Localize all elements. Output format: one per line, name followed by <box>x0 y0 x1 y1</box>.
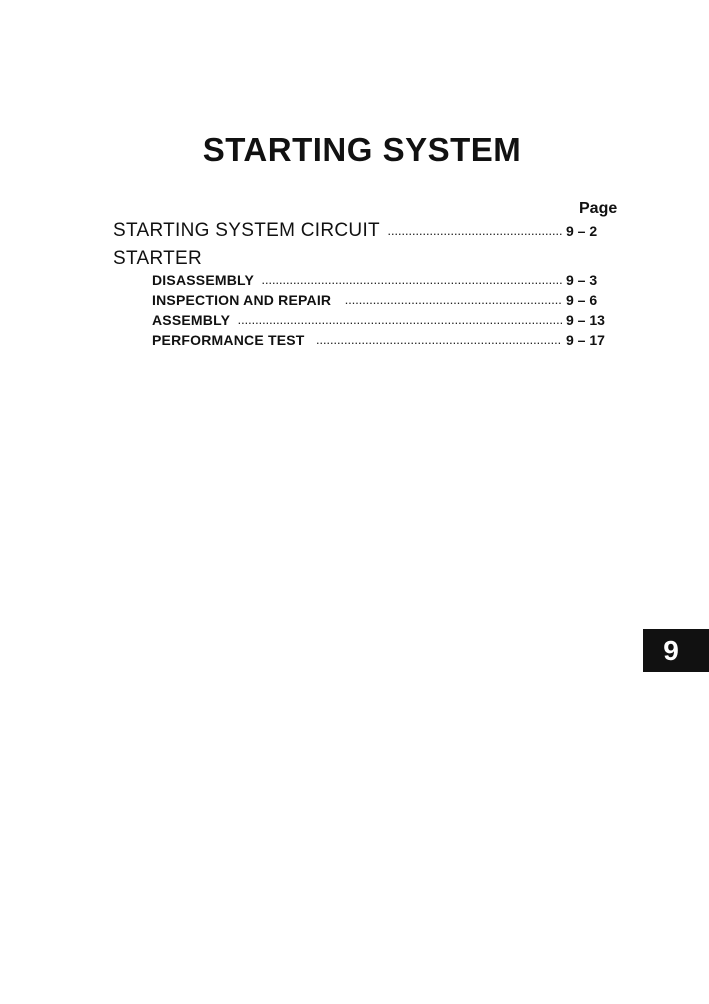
toc-entry-page: 9 – 2 <box>566 223 598 239</box>
toc-entry-page: 9 – 17 <box>566 332 605 348</box>
section-heading-starter: STARTER <box>113 248 203 269</box>
dot-leader <box>262 276 562 286</box>
toc-entry-inspection-and-repair[interactable] <box>152 292 618 308</box>
toc-entry-performance-test[interactable] <box>152 332 618 348</box>
chapter-tab: 9 <box>643 629 709 672</box>
toc-entry-label: PERFORMANCE TEST <box>152 332 305 348</box>
dot-leader <box>388 227 562 237</box>
dot-leader <box>238 316 562 326</box>
dot-leader <box>345 296 562 306</box>
toc-entry-assembly[interactable] <box>152 312 618 328</box>
toc-entry-label: ASSEMBLY <box>152 312 231 328</box>
page-column-header: Page <box>579 200 618 217</box>
toc-entry-disassembly[interactable] <box>152 272 618 288</box>
toc-entry-page: 9 – 6 <box>566 292 598 308</box>
dot-leader <box>317 336 562 346</box>
toc-entry-label: STARTING SYSTEM CIRCUIT <box>113 220 380 241</box>
toc-entry-label: INSPECTION AND REPAIR <box>152 292 332 308</box>
page-title: STARTING SYSTEM <box>202 131 522 168</box>
toc-entry-page: 9 – 3 <box>566 272 598 288</box>
toc-entry-starting-system-circuit[interactable] <box>113 220 618 242</box>
toc-entry-label: DISASSEMBLY <box>152 272 255 288</box>
toc-entry-page: 9 – 13 <box>566 312 605 328</box>
